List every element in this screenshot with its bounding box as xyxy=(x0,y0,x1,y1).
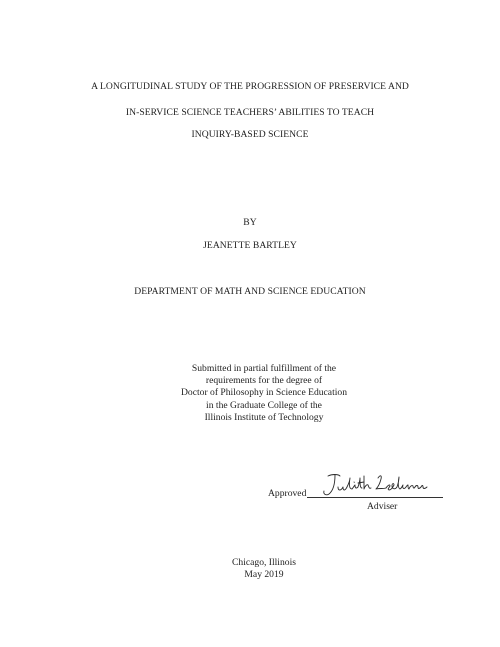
title-line-1: A LONGITUDINAL STUDY OF THE PROGRESSION OF PRESERVICE AND xyxy=(91,81,409,92)
submission-statement xyxy=(0,363,500,424)
adviser-signature xyxy=(318,470,430,500)
date: May 2019 xyxy=(244,569,284,581)
approved-label: Approved xyxy=(268,488,307,499)
adviser-label: Adviser xyxy=(367,501,398,512)
title-line-2: IN-SERVICE SCIENCE TEACHERS’ ABILITIES TO TEACH xyxy=(125,107,375,118)
submission-line-4: in the Graduate College of the xyxy=(206,399,322,411)
place-and-date xyxy=(0,557,500,581)
by-label: BY xyxy=(243,217,257,228)
submission-line-2: requirements for the degree of xyxy=(205,375,323,387)
signature-line xyxy=(307,497,443,498)
author-name: JEANETTE BARTLEY xyxy=(203,240,297,251)
submission-line-5: Illinois Institute of Technology xyxy=(204,411,324,423)
title-line-3: INQUIRY-BASED SCIENCE xyxy=(191,129,309,140)
submission-line-3: Doctor of Philosophy in Science Education xyxy=(181,387,347,399)
department-name: DEPARTMENT OF MATH AND SCIENCE EDUCATION xyxy=(134,286,366,297)
submission-line-1: Submitted in partial fulfillment of the xyxy=(191,363,337,374)
location: Chicago, Illinois xyxy=(232,557,296,568)
